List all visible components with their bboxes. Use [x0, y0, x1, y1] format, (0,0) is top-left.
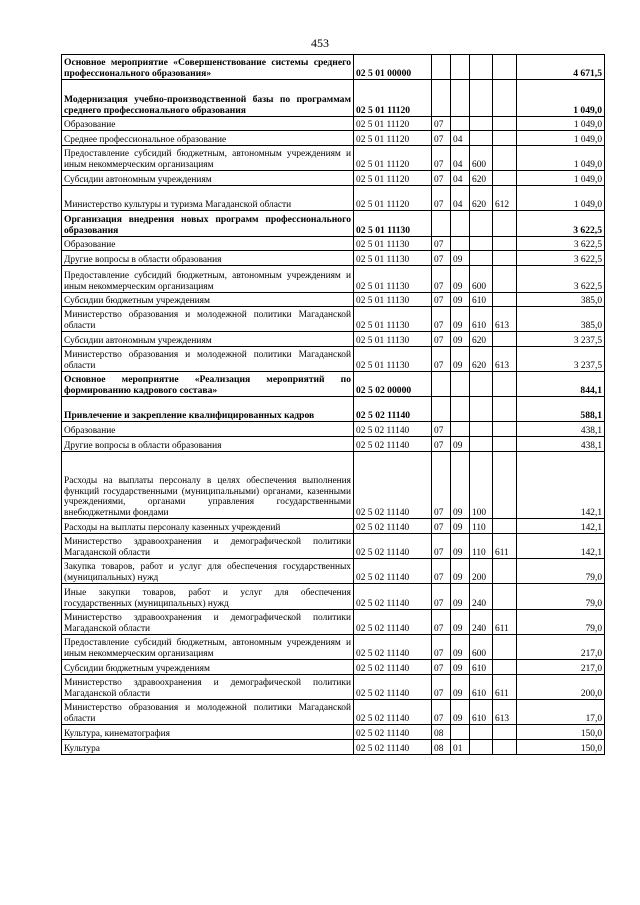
expense-type-code: 240: [470, 584, 493, 610]
table-row: [62, 422, 605, 437]
ministry-code: 611: [493, 675, 517, 700]
expense-type-code: 620: [470, 332, 493, 347]
table-row: [62, 397, 605, 422]
expense-type-code: 610: [470, 660, 493, 675]
row-name: Среднее профессиональное образование: [62, 131, 354, 146]
subsection-code: 09: [451, 610, 470, 635]
section-code: 07: [432, 131, 451, 146]
section-code: 07: [432, 559, 451, 584]
ministry-code: 612: [493, 186, 517, 211]
amount: 588,1: [517, 397, 605, 422]
table-row: [62, 372, 605, 397]
section-code: 07: [432, 347, 451, 372]
ministry-code: [493, 80, 517, 117]
table-row: [62, 211, 605, 237]
target-code: 02 5 01 11120: [354, 117, 432, 131]
amount: 3 622,5: [517, 237, 605, 251]
ministry-code: [493, 211, 517, 237]
section-code: 07: [432, 635, 451, 660]
target-code: 02 5 02 11140: [354, 437, 432, 452]
expense-type-code: [470, 251, 493, 266]
expense-type-code: 110: [470, 534, 493, 559]
row-name: Основное мероприятие «Совершенствование системы среднего профессионального образования»: [62, 55, 354, 80]
amount: 217,0: [517, 660, 605, 675]
row-name: Субсидии бюджетным учреждениям: [62, 293, 354, 307]
target-code: 02 5 02 11140: [354, 519, 432, 534]
ministry-code: [493, 293, 517, 307]
row-name: Министерство образования и молодежной политики Магаданской области: [62, 700, 354, 725]
row-name: Министерство культуры и туризма Магаданской области: [62, 186, 354, 211]
subsection-code: [451, 117, 470, 131]
row-name: Министерство здравоохранения и демографической политики Магаданской области: [62, 610, 354, 635]
expense-type-code: 620: [470, 171, 493, 186]
table-row: [62, 452, 605, 519]
amount: 3 237,5: [517, 332, 605, 347]
amount: 385,0: [517, 307, 605, 332]
subsection-code: 09: [451, 635, 470, 660]
table-row: [62, 171, 605, 186]
ministry-code: 611: [493, 610, 517, 635]
row-name: Другие вопросы в области образования: [62, 251, 354, 266]
ministry-code: [493, 146, 517, 171]
row-name: Привлечение и закрепление квалифицированных кадров: [62, 397, 354, 422]
subsection-code: 09: [451, 559, 470, 584]
ministry-code: 611: [493, 534, 517, 559]
target-code: 02 5 02 11140: [354, 422, 432, 437]
target-code: 02 5 02 11140: [354, 610, 432, 635]
amount: 1 049,0: [517, 131, 605, 146]
ministry-code: [493, 437, 517, 452]
subsection-code: 09: [451, 660, 470, 675]
table-row: [62, 559, 605, 584]
expense-type-code: 600: [470, 146, 493, 171]
ministry-code: [493, 332, 517, 347]
amount: 79,0: [517, 559, 605, 584]
ministry-code: [493, 660, 517, 675]
subsection-code: [451, 237, 470, 251]
table-row: [62, 437, 605, 452]
row-name: Культура: [62, 740, 354, 755]
amount: 150,0: [517, 725, 605, 740]
expense-type-code: 110: [470, 519, 493, 534]
table-row: [62, 660, 605, 675]
row-name: Расходы на выплаты персоналу казенных учреждений: [62, 519, 354, 534]
subsection-code: 04: [451, 146, 470, 171]
target-code: 02 5 02 11140: [354, 675, 432, 700]
table-row: [62, 131, 605, 146]
amount: 438,1: [517, 437, 605, 452]
table-row: [62, 146, 605, 171]
target-code: 02 5 01 11130: [354, 266, 432, 293]
section-code: 07: [432, 293, 451, 307]
target-code: 02 5 01 11130: [354, 293, 432, 307]
expense-type-code: 240: [470, 610, 493, 635]
expense-type-code: 610: [470, 675, 493, 700]
section-code: 07: [432, 519, 451, 534]
expense-type-code: 620: [470, 186, 493, 211]
section-code: [432, 211, 451, 237]
target-code: 02 5 02 11140: [354, 725, 432, 740]
target-code: 02 5 01 11120: [354, 186, 432, 211]
section-code: 07: [432, 700, 451, 725]
table-row: [62, 307, 605, 332]
target-code: 02 5 02 11140: [354, 740, 432, 755]
ministry-code: [493, 251, 517, 266]
expense-type-code: 200: [470, 559, 493, 584]
row-name: Расходы на выплаты персоналу в целях обеспечения выполнения функций государственными (муниципальными) органами, казенными учреждениями, органами управления государственными внебюджетными фондами: [62, 452, 354, 519]
ministry-code: [493, 519, 517, 534]
ministry-code: [493, 635, 517, 660]
ministry-code: [493, 372, 517, 397]
ministry-code: [493, 171, 517, 186]
amount: 1 049,0: [517, 146, 605, 171]
section-code: [432, 397, 451, 422]
section-code: 07: [432, 171, 451, 186]
expense-type-code: [470, 397, 493, 422]
section-code: 07: [432, 307, 451, 332]
target-code: 02 5 02 11140: [354, 397, 432, 422]
expense-type-code: 600: [470, 635, 493, 660]
target-code: 02 5 02 11140: [354, 635, 432, 660]
subsection-code: 09: [451, 251, 470, 266]
row-name: Образование: [62, 237, 354, 251]
row-name: Субсидии автономным учреждениям: [62, 171, 354, 186]
budget-table: [61, 54, 605, 755]
row-name: Министерство здравоохранения и демографической политики Магаданской области: [62, 534, 354, 559]
section-code: [432, 372, 451, 397]
subsection-code: 09: [451, 534, 470, 559]
row-name: Организация внедрения новых программ профессионального образования: [62, 211, 354, 237]
subsection-code: 09: [451, 266, 470, 293]
expense-type-code: 610: [470, 307, 493, 332]
amount: 17,0: [517, 700, 605, 725]
section-code: 07: [432, 237, 451, 251]
table-row: [62, 725, 605, 740]
subsection-code: 09: [451, 293, 470, 307]
subsection-code: 01: [451, 740, 470, 755]
subsection-code: [451, 725, 470, 740]
section-code: 07: [432, 251, 451, 266]
target-code: 02 5 01 11120: [354, 80, 432, 117]
ministry-code: [493, 559, 517, 584]
expense-type-code: [470, 372, 493, 397]
target-code: 02 5 01 11130: [354, 251, 432, 266]
row-name: Образование: [62, 117, 354, 131]
subsection-code: 09: [451, 700, 470, 725]
subsection-code: 09: [451, 437, 470, 452]
target-code: 02 5 01 11130: [354, 307, 432, 332]
subsection-code: 09: [451, 347, 470, 372]
expense-type-code: 610: [470, 293, 493, 307]
row-name: Закупка товаров, работ и услуг для обеспечения государственных (муниципальных) нужд: [62, 559, 354, 584]
expense-type-code: [470, 437, 493, 452]
row-name: Иные закупки товаров, работ и услуг для обеспечения государственных (муниципальных) нужд: [62, 584, 354, 610]
target-code: 02 5 01 00000: [354, 55, 432, 80]
expense-type-code: [470, 740, 493, 755]
section-code: 07: [432, 437, 451, 452]
subsection-code: 09: [451, 332, 470, 347]
target-code: 02 5 01 11130: [354, 237, 432, 251]
ministry-code: 613: [493, 307, 517, 332]
amount: 1 049,0: [517, 186, 605, 211]
target-code: 02 5 02 11140: [354, 660, 432, 675]
table-row: [62, 675, 605, 700]
section-code: 07: [432, 534, 451, 559]
row-name: Другие вопросы в области образования: [62, 437, 354, 452]
target-code: 02 5 02 11140: [354, 452, 432, 519]
expense-type-code: [470, 117, 493, 131]
row-name: Образование: [62, 422, 354, 437]
section-code: 07: [432, 452, 451, 519]
table-row: [62, 186, 605, 211]
amount: 142,1: [517, 452, 605, 519]
subsection-code: [451, 55, 470, 80]
section-code: 07: [432, 675, 451, 700]
target-code: 02 5 01 11130: [354, 347, 432, 372]
section-code: 07: [432, 186, 451, 211]
row-name: Субсидии автономным учреждениям: [62, 332, 354, 347]
section-code: 08: [432, 725, 451, 740]
expense-type-code: 610: [470, 700, 493, 725]
section-code: [432, 80, 451, 117]
table-row: [62, 347, 605, 372]
ministry-code: [493, 117, 517, 131]
subsection-code: [451, 80, 470, 117]
target-code: 02 5 01 11120: [354, 131, 432, 146]
table-row: [62, 80, 605, 117]
row-name: Министерство здравоохранения и демографической политики Магаданской области: [62, 675, 354, 700]
row-name: Министерство образования и молодежной политики Магаданской области: [62, 307, 354, 332]
amount: 142,1: [517, 534, 605, 559]
target-code: 02 5 02 11140: [354, 559, 432, 584]
ministry-code: 613: [493, 700, 517, 725]
section-code: 07: [432, 422, 451, 437]
amount: 142,1: [517, 519, 605, 534]
subsection-code: 04: [451, 171, 470, 186]
ministry-code: [493, 266, 517, 293]
amount: 3 622,5: [517, 251, 605, 266]
expense-type-code: [470, 725, 493, 740]
ministry-code: [493, 55, 517, 80]
subsection-code: [451, 397, 470, 422]
ministry-code: 613: [493, 347, 517, 372]
subsection-code: 04: [451, 186, 470, 211]
section-code: [432, 55, 451, 80]
subsection-code: 09: [451, 675, 470, 700]
expense-type-code: [470, 80, 493, 117]
amount: 217,0: [517, 635, 605, 660]
section-code: 07: [432, 266, 451, 293]
ministry-code: [493, 740, 517, 755]
row-name: Предоставление субсидий бюджетным, автономным учреждениям и иным некоммерческим организациям: [62, 635, 354, 660]
section-code: 07: [432, 660, 451, 675]
subsection-code: [451, 422, 470, 437]
ministry-code: [493, 237, 517, 251]
table-row: [62, 635, 605, 660]
row-name: Предоставление субсидий бюджетным, автономным учреждениям и иным некоммерческим организациям: [62, 266, 354, 293]
expense-type-code: [470, 131, 493, 146]
expense-type-code: 620: [470, 347, 493, 372]
amount: 385,0: [517, 293, 605, 307]
table-row: [62, 610, 605, 635]
amount: 1 049,0: [517, 171, 605, 186]
subsection-code: 09: [451, 519, 470, 534]
table-row: [62, 293, 605, 307]
expense-type-code: [470, 237, 493, 251]
table-row: [62, 584, 605, 610]
amount: 4 671,5: [517, 55, 605, 80]
table-row: [62, 519, 605, 534]
row-name: Культура, кинематография: [62, 725, 354, 740]
section-code: 07: [432, 146, 451, 171]
table-row: [62, 237, 605, 251]
row-name: Основное мероприятие «Реализация мероприятий по формированию кадрового состава»: [62, 372, 354, 397]
target-code: 02 5 01 11120: [354, 171, 432, 186]
table-row: [62, 534, 605, 559]
expense-type-code: [470, 211, 493, 237]
section-code: 08: [432, 740, 451, 755]
ministry-code: [493, 131, 517, 146]
amount: 3 237,5: [517, 347, 605, 372]
row-name: Предоставление субсидий бюджетным, автономным учреждениям и иным некоммерческим организациям: [62, 146, 354, 171]
target-code: 02 5 02 00000: [354, 372, 432, 397]
target-code: 02 5 02 11140: [354, 584, 432, 610]
table-row: [62, 700, 605, 725]
amount: 3 622,5: [517, 211, 605, 237]
ministry-code: [493, 725, 517, 740]
table-row: [62, 332, 605, 347]
ministry-code: [493, 452, 517, 519]
subsection-code: [451, 211, 470, 237]
table-row: [62, 266, 605, 293]
section-code: 07: [432, 584, 451, 610]
table-row: [62, 117, 605, 131]
subsection-code: [451, 372, 470, 397]
section-code: 07: [432, 610, 451, 635]
table-row: [62, 55, 605, 80]
amount: 1 049,0: [517, 80, 605, 117]
page-number: 453: [311, 36, 329, 50]
row-name: Модернизация учебно-производственной базы по программам среднего профессионального образования: [62, 80, 354, 117]
amount: 438,1: [517, 422, 605, 437]
ministry-code: [493, 422, 517, 437]
section-code: 07: [432, 332, 451, 347]
amount: 150,0: [517, 740, 605, 755]
expense-type-code: 100: [470, 452, 493, 519]
ministry-code: [493, 584, 517, 610]
amount: 3 622,5: [517, 266, 605, 293]
target-code: 02 5 02 11140: [354, 700, 432, 725]
amount: 1 049,0: [517, 117, 605, 131]
target-code: 02 5 02 11140: [354, 534, 432, 559]
subsection-code: 09: [451, 307, 470, 332]
row-name: Субсидии бюджетным учреждениям: [62, 660, 354, 675]
subsection-code: 09: [451, 584, 470, 610]
expense-type-code: [470, 55, 493, 80]
section-code: 07: [432, 117, 451, 131]
amount: 200,0: [517, 675, 605, 700]
subsection-code: 09: [451, 452, 470, 519]
expense-type-code: 600: [470, 266, 493, 293]
target-code: 02 5 01 11130: [354, 211, 432, 237]
ministry-code: [493, 397, 517, 422]
expense-type-code: [470, 422, 493, 437]
amount: 79,0: [517, 610, 605, 635]
target-code: 02 5 01 11130: [354, 332, 432, 347]
table-row: [62, 740, 605, 755]
amount: 79,0: [517, 584, 605, 610]
table-row: [62, 251, 605, 266]
subsection-code: 04: [451, 131, 470, 146]
amount: 844,1: [517, 372, 605, 397]
target-code: 02 5 01 11120: [354, 146, 432, 171]
row-name: Министерство образования и молодежной политики Магаданской области: [62, 347, 354, 372]
